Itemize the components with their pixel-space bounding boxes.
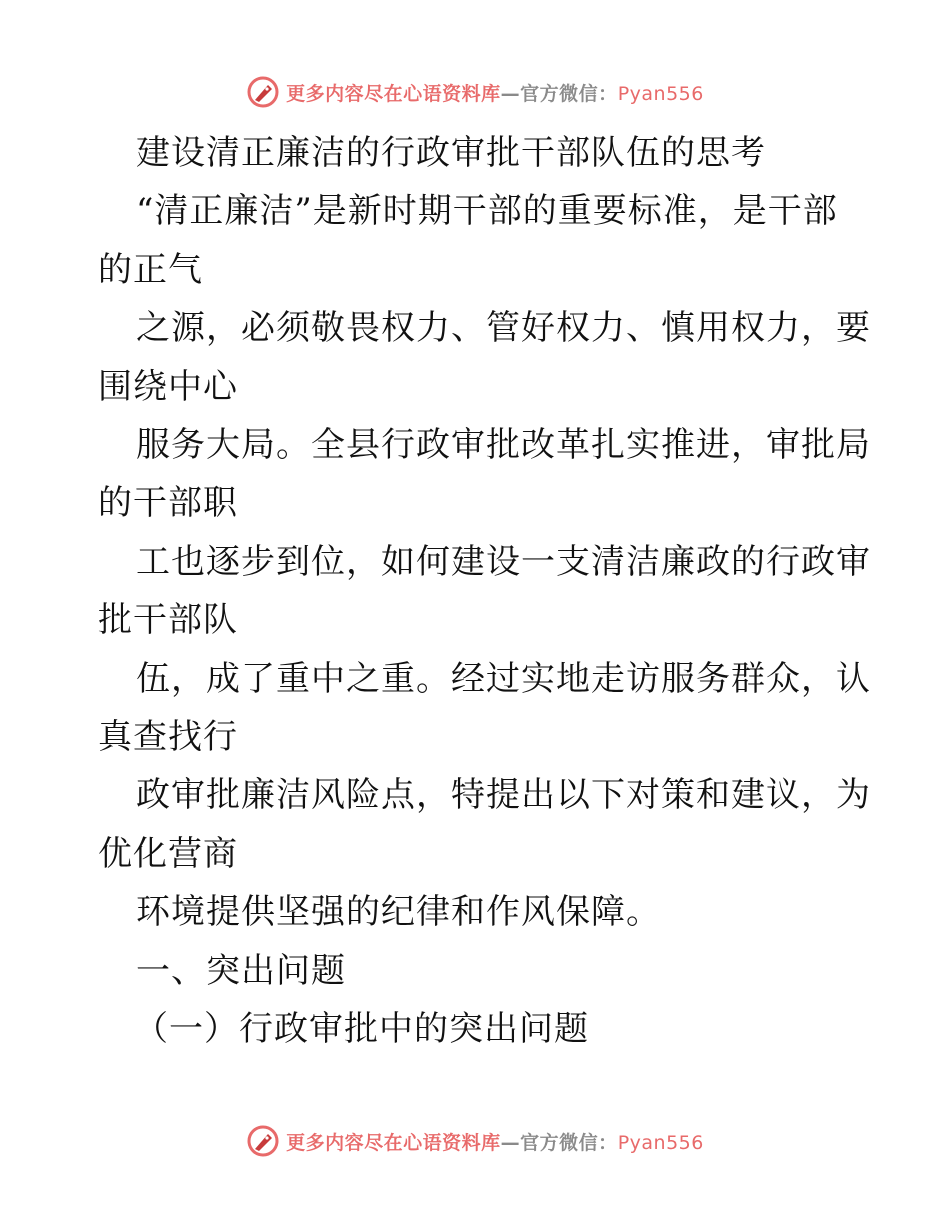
- document-title: 建设清正廉洁的行政审批干部队伍的思考: [136, 133, 766, 173]
- paragraph-line: 围绕中心: [98, 366, 238, 407]
- watermark-text: [286, 79, 704, 106]
- paragraph-line: 的正气: [98, 249, 203, 290]
- paragraph-line: 环境提供坚强的纪律和作风保障。: [136, 892, 661, 933]
- paragraph-line: 优化营商: [98, 833, 238, 874]
- watermark-text: [286, 1128, 704, 1155]
- paragraph-line: 之源，必须敬畏权力、管好权力、慎用权力，要: [136, 308, 871, 349]
- paragraph-line: 服务大局。全县行政审批改革扎实推进，审批局: [136, 425, 871, 466]
- paragraph-line: 伍，成了重中之重。经过实地走访服务群众，认: [136, 658, 871, 699]
- paragraph-line: 政审批廉洁风险点，特提出以下对策和建议，为: [136, 775, 871, 816]
- paragraph-line: 真查找行: [98, 717, 238, 758]
- section-heading: 一、突出问题: [136, 950, 346, 991]
- footer-watermark: [0, 1121, 950, 1161]
- paragraph-line: “清正廉洁”是新时期干部的重要标准，是干部: [136, 191, 838, 232]
- watermark-wechat-id: Pyan556: [617, 1131, 704, 1154]
- watermark-main: 更多内容尽在心语资料库: [286, 82, 501, 105]
- watermark-wechat-id: Pyan556: [617, 82, 704, 105]
- paragraph-line: 批干部队: [98, 600, 238, 641]
- pen-nib-circle-icon: [246, 75, 280, 109]
- header-watermark: [0, 72, 950, 112]
- watermark-separator: —官方微信：: [500, 1131, 618, 1154]
- watermark-separator: —官方微信：: [500, 82, 618, 105]
- paragraph-line: 的干部职: [98, 483, 238, 524]
- subsection-heading: （一）行政审批中的突出问题: [134, 1009, 589, 1050]
- pen-nib-circle-icon: [246, 1124, 280, 1158]
- watermark-main: 更多内容尽在心语资料库: [286, 1131, 501, 1154]
- document-body: [98, 124, 871, 1059]
- paragraph-line: 工也逐步到位，如何建设一支清洁廉政的行政审: [136, 541, 871, 582]
